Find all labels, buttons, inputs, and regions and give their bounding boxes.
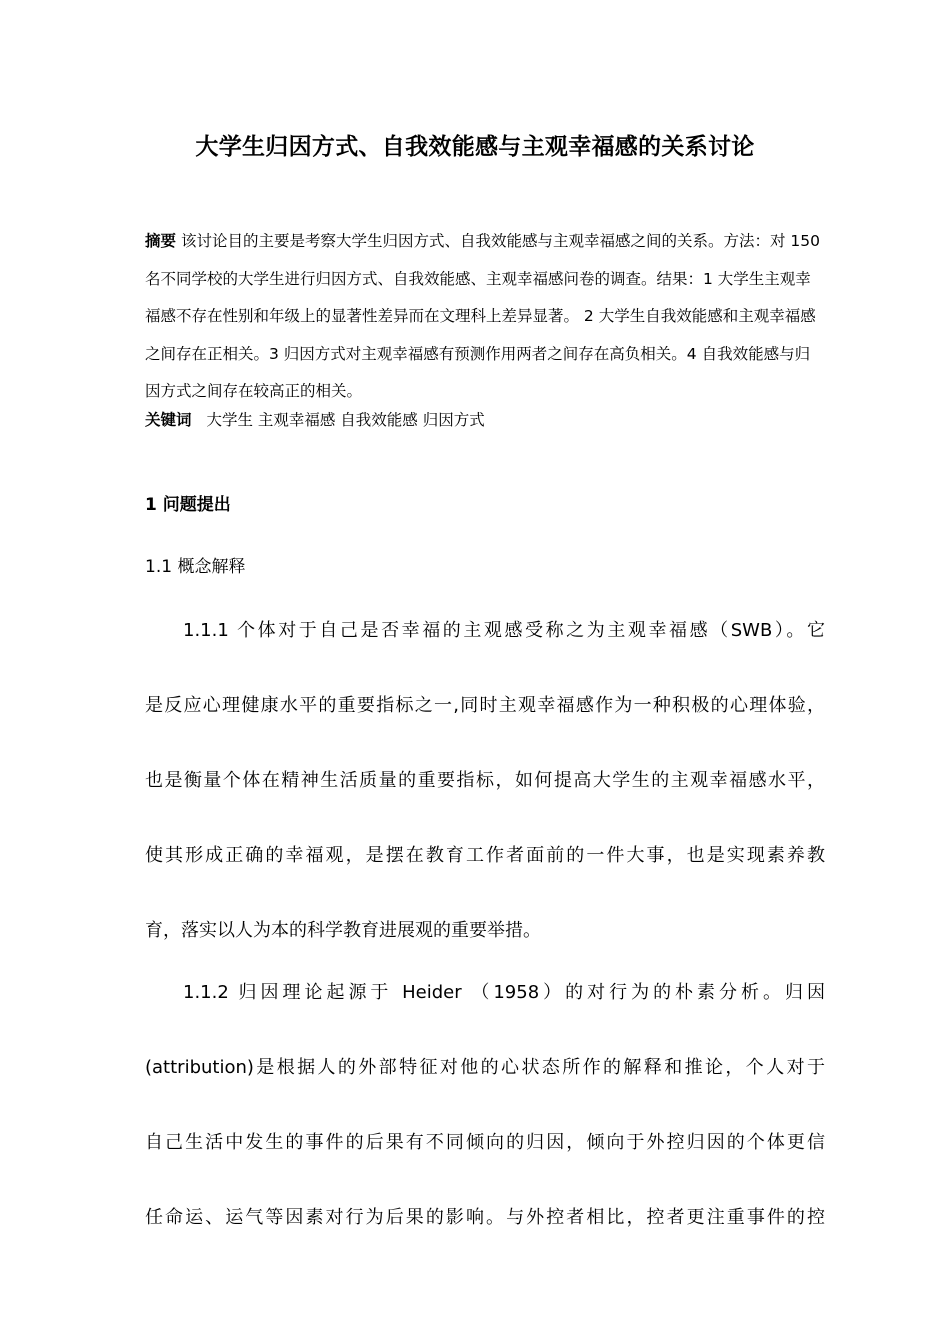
keywords-block [145, 405, 825, 435]
paragraph-line: 自己生活中发生的事件的后果有不同倾向的归因，倾向于外控归因的个体更信 [145, 1132, 825, 1153]
abstract-label: 摘要 [145, 232, 177, 250]
paragraph-line: (attribution)是根据人的外部特征对他的心状态所作的解释和推论，个人对于 [145, 1057, 825, 1078]
paragraph-line: 是反应心理健康水平的重要指标之一,同时主观幸福感作为一种积极的心理体验， [145, 695, 825, 716]
paragraph-line: 使其形成正确的幸福观，是摆在教育工作者面前的一件大事，也是实现素养教 [145, 845, 825, 866]
paragraph-1-1-2 [145, 955, 825, 1255]
abstract-text: 该讨论目的主要是考察大学生归因方式、自我效能感与主观幸福感之间的关系。方法：对 150 名不同学校的大学生进行归因方式、自我效能感、主观幸福感问卷的调查。结果：1 大学生主观幸福感不存在性别和年级上的显著性差异而在文理科上差异显著。 2 大学生自我效能感和主观幸福感之间存在正相关。3 归因方式对主观幸福感有预测作用两者之间存在高负相关。4 自我效能感与归因方式之间存在较高正的相关。 [145, 232, 820, 400]
subsection-heading: 1.1 概念解释 [145, 557, 246, 577]
paragraph-1-1-1 [145, 593, 825, 968]
keywords-text: 大学生 主观幸福感 自我效能感 归因方式 [206, 411, 485, 429]
paragraph-line: 育，落实以人为本的科学教育进展观的重要举措。 [145, 920, 541, 941]
keywords-label: 关键词 [145, 411, 192, 429]
section-heading: 1 问题提出 [145, 495, 231, 515]
paper-title: 大学生归因方式、自我效能感与主观幸福感的关系讨论 [195, 134, 755, 160]
paragraph-line: 1.1.1 个体对于自己是否幸福的主观感受称之为主观幸福感（SWB）。它 [183, 620, 825, 641]
paragraph-line: 1.1.2 归因理论起源于 Heider （1958）的对行为的朴素分析。归因 [183, 982, 825, 1003]
paragraph-line: 任命运、运气等因素对行为后果的影响。与外控者相比，控者更注重事件的控 [145, 1207, 825, 1228]
abstract-block [145, 223, 825, 411]
paragraph-line: 也是衡量个体在精神生活质量的重要指标，如何提高大学生的主观幸福感水平， [145, 770, 825, 791]
